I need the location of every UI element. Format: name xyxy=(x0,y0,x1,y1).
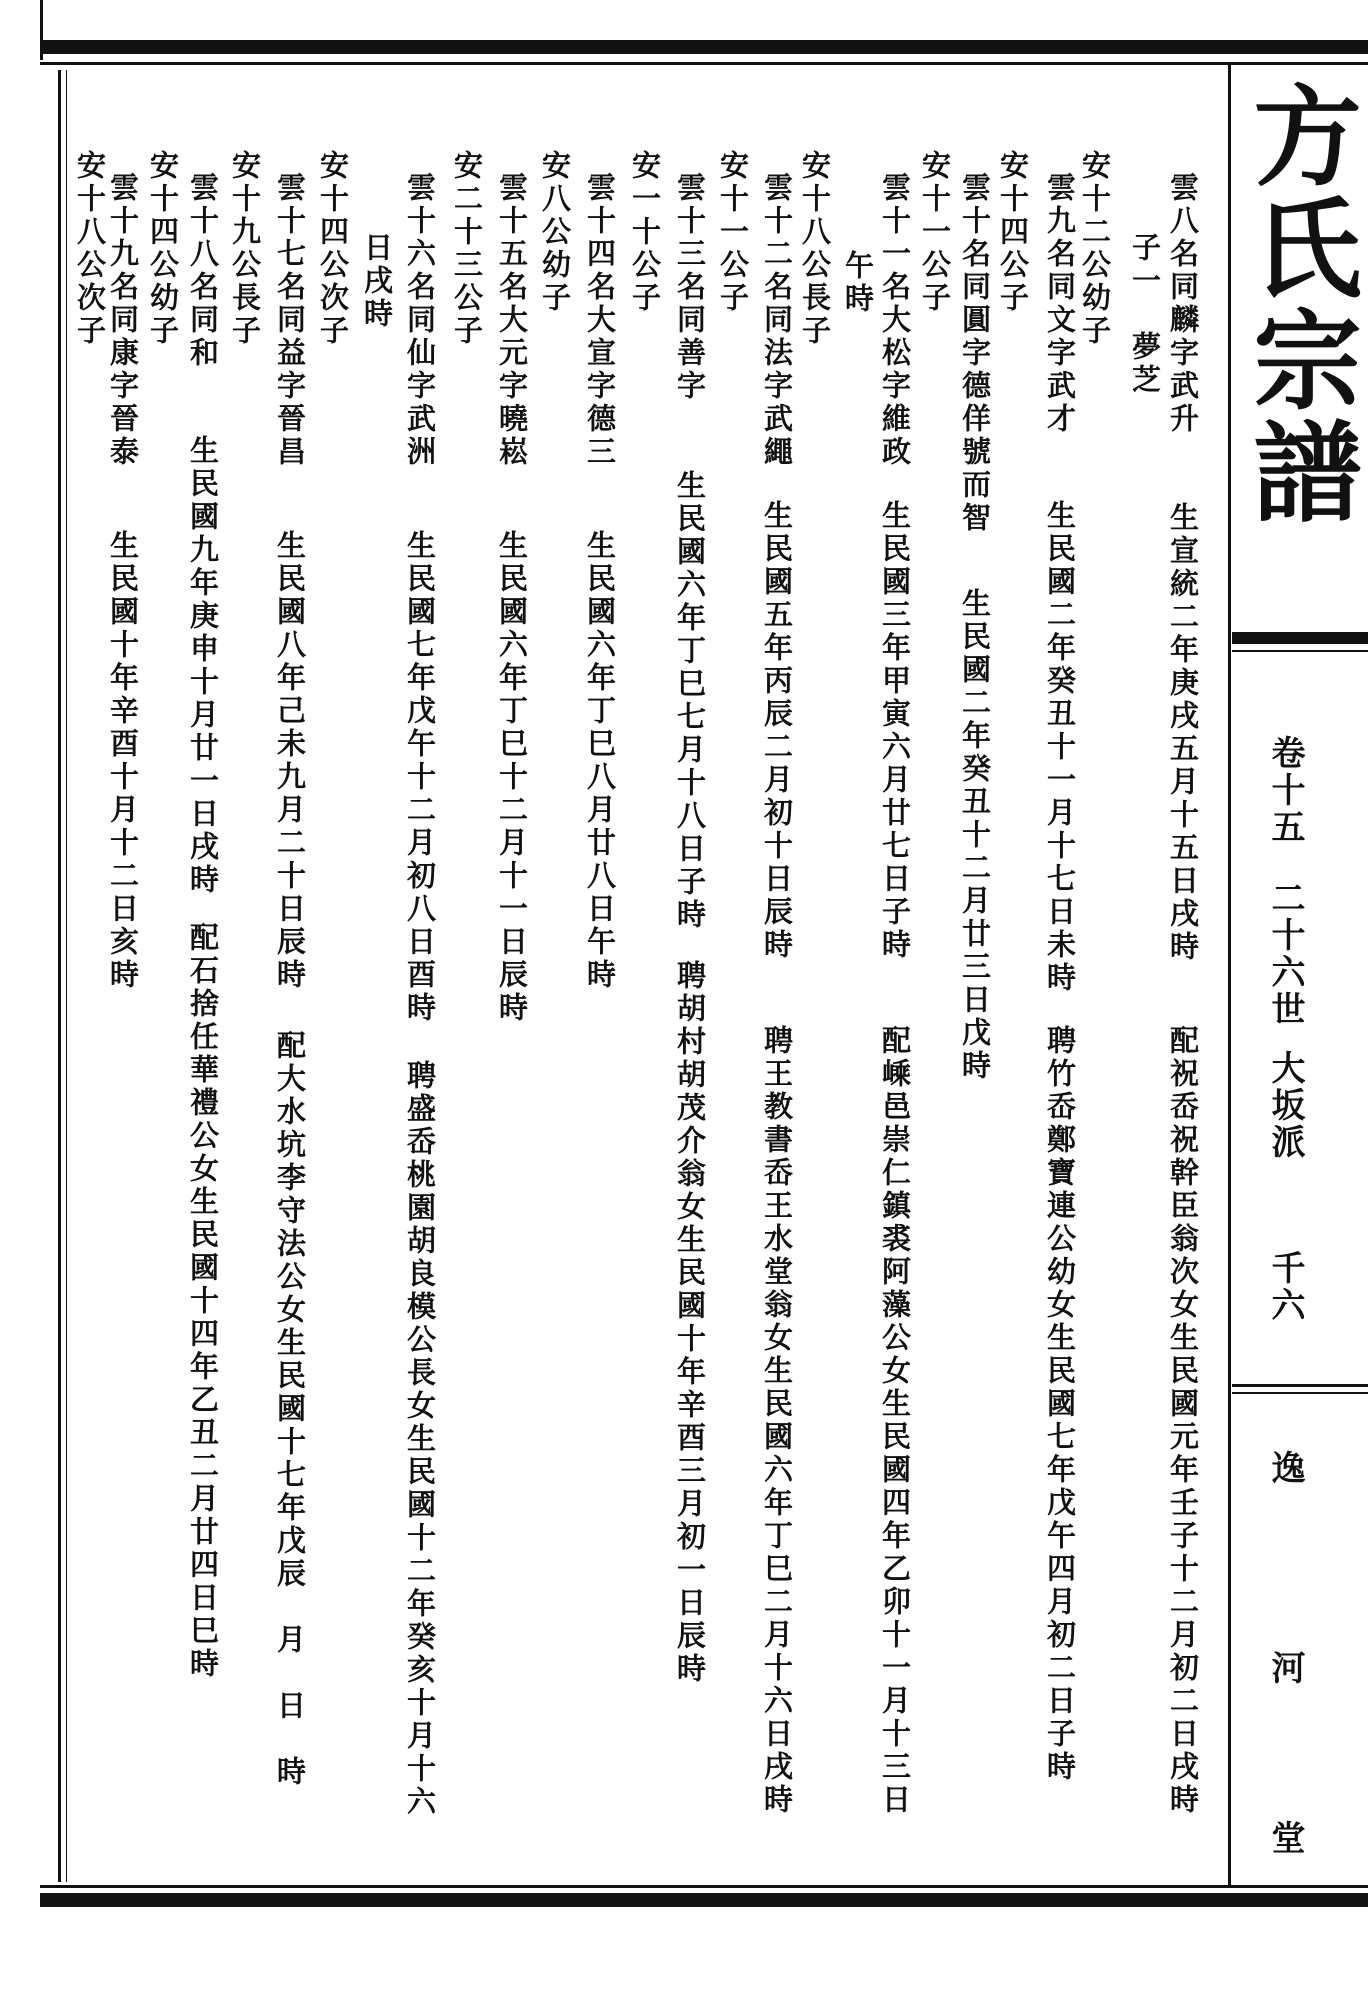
entry-parent: 安十九公長子 xyxy=(228,150,262,348)
entry-birth: 生民國六年丁巳十二月十一日辰時 xyxy=(495,530,529,1025)
entry-name: 雲十一名大松字維政 xyxy=(878,172,912,469)
hall-divider xyxy=(1232,1384,1368,1387)
page-number: 千六 xyxy=(1265,1250,1305,1324)
entry-marriage: 聘王教書岙王水堂翁女生民國六年丁巳二月十六日戌時 xyxy=(760,1025,794,1817)
volume-label: 卷十五 xyxy=(1265,735,1305,846)
entry-birth: 生民國六年丁巳七月十八日子時 xyxy=(673,470,707,932)
bottom-border-thin xyxy=(40,1885,1368,1888)
entry-marriage: 聘胡村胡茂介翁女生民國十年辛酉三月初一日辰時 xyxy=(673,960,707,1686)
left-margin-line xyxy=(40,0,43,60)
entry-children: 子一 夢芝 xyxy=(1128,232,1162,397)
entry-birth: 生民國二年癸丑十一月十七日未時 xyxy=(1043,500,1077,995)
entry-birth: 生民國九年庚申十月廿一日戌時 xyxy=(186,435,220,897)
header-block-divider xyxy=(1232,632,1368,644)
entry-marriage: 配大水坑李守法公女生民國十七年戊辰 月 日 時 xyxy=(273,1030,307,1789)
entry-name: 雲十七名同益字晉昌 xyxy=(273,172,307,469)
entry-birth: 生民國六年丁巳八月廿八日午時 xyxy=(583,530,617,992)
generation-label: 二十六世 xyxy=(1265,880,1305,1028)
entry-parent: 安八公幼子 xyxy=(538,150,572,315)
entry-children: 日戌時 xyxy=(360,232,394,331)
entry-birth: 生民國八年己未九月二十日辰時 xyxy=(273,530,307,992)
header-divider-line xyxy=(1228,65,1231,1885)
entry-parent: 安十一公子 xyxy=(918,150,952,315)
entry-name: 雲八名同麟字武升 xyxy=(1166,172,1200,436)
hall-name-char: 逸 xyxy=(1265,1450,1305,1487)
inner-left-border xyxy=(66,70,67,1882)
entry-birth: 生民國三年甲寅六月廿七日子時 xyxy=(878,500,912,962)
entry-parent: 安一十公子 xyxy=(628,150,662,315)
header-block-divider-thin xyxy=(1232,650,1368,652)
entry-parent: 安十四公子 xyxy=(996,150,1030,315)
top-border-thin xyxy=(40,62,1368,65)
branch-label: 大坂派 xyxy=(1265,1050,1305,1161)
top-border-thick xyxy=(40,40,1368,54)
left-border xyxy=(58,70,61,1882)
hall-divider-thin xyxy=(1232,1392,1368,1394)
entry-parent: 安二十三公子 xyxy=(450,150,484,348)
bottom-border-thick xyxy=(40,1893,1368,1907)
entry-marriage: 配嵊邑崇仁鎮裘阿藻公女生民國四年乙卯十一月十三日 xyxy=(878,1025,912,1817)
entry-birth: 生民國七年戊午十二月初八日酉時 xyxy=(403,530,437,1025)
entry-marriage: 聘竹岙鄭寶連公幼女生民國七年戊午四月初二日子時 xyxy=(1043,1025,1077,1784)
entry-marriage: 配祝岙祝幹臣翁次女生民國元年壬子十二月初二日戌時 xyxy=(1166,1025,1200,1817)
entry-name: 雲十九名同康字晉泰 xyxy=(106,172,140,469)
entry-name: 雲十二名同法字武繩 xyxy=(760,172,794,469)
entry-birth: 生民國十年辛酉十月十二日亥時 xyxy=(106,530,140,992)
entry-name: 雲十六名同仙字武洲 xyxy=(403,172,437,469)
entry-parent: 安十四公幼子 xyxy=(146,150,180,348)
entry-name: 雲十名同圓字德佯號而智 xyxy=(958,172,992,535)
entry-marriage: 配石捨任華禮公女生民國十四年乙丑二月廿四日巳時 xyxy=(186,922,220,1681)
entry-children: 午時 xyxy=(841,250,875,316)
entry-parent: 安十四公次子 xyxy=(316,150,350,348)
entry-marriage: 聘盛岙桃園胡良模公長女生民國十二年癸亥十月十六 xyxy=(403,1060,437,1819)
entry-name: 雲十五名大元字曉崧 xyxy=(495,172,529,469)
entry-parent: 安十八公次子 xyxy=(73,150,107,348)
entry-name: 雲九名同文字武才 xyxy=(1043,172,1077,436)
entry-name: 雲十三名同善字 xyxy=(673,172,707,403)
entry-name: 雲十八名同和 xyxy=(186,172,220,370)
entry-name: 雲十四名大宣字德三 xyxy=(583,172,617,469)
hall-name-char: 堂 xyxy=(1265,1820,1305,1857)
entry-parent: 安十一公子 xyxy=(716,150,750,315)
book-title: 方氏宗譜 xyxy=(1235,80,1361,528)
hall-name-char: 河 xyxy=(1265,1650,1305,1687)
entry-birth: 生宣統二年庚戌五月十五日戌時 xyxy=(1166,502,1200,964)
entry-parent: 安十八公長子 xyxy=(798,150,832,348)
entry-birth: 生民國五年丙辰二月初十日辰時 xyxy=(760,500,794,962)
entry-parent: 安十二公幼子 xyxy=(1078,150,1112,348)
entry-birth: 生民國二年癸丑十二月廿三日戊時 xyxy=(958,588,992,1083)
